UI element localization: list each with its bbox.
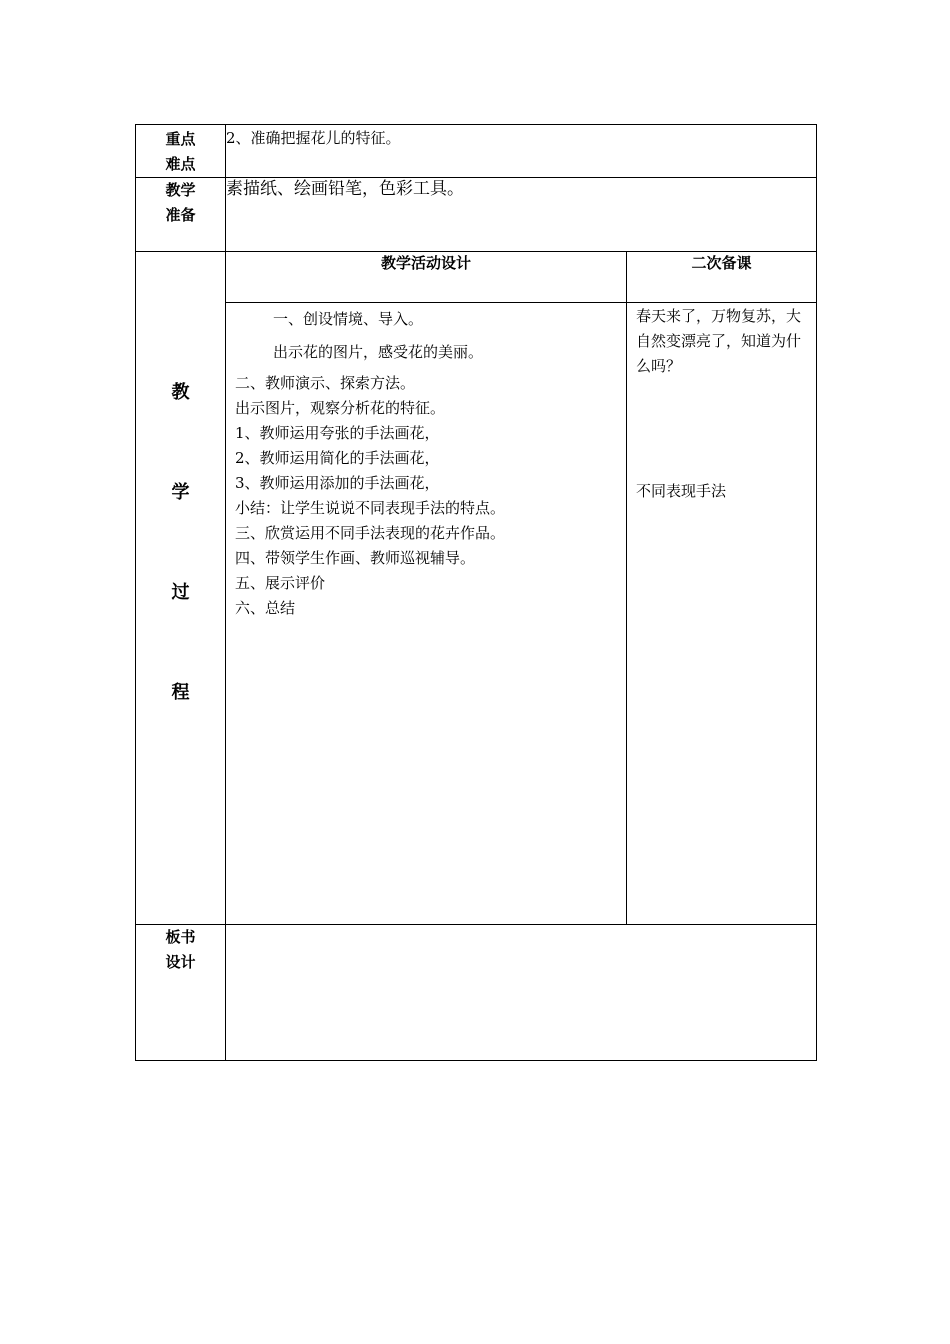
activity-line: 小结：让学生说说不同表现手法的特点。	[235, 499, 506, 517]
second-note: 不同表现手法	[636, 482, 727, 500]
board-design-content	[226, 925, 817, 1061]
board-design-row	[136, 925, 817, 1061]
lesson-plan-table	[135, 124, 817, 1061]
process-label-char: 过	[171, 582, 190, 603]
board-design-label: 板书 设计	[136, 925, 226, 1061]
activity-design-content	[226, 303, 627, 925]
activity-line: 一、创设情境、导入。	[273, 310, 424, 328]
preparation-row	[136, 178, 817, 252]
activity-line: 出示花的图片，感受花的美丽。	[273, 343, 484, 361]
second-note: 春天来了，万物复苏，大自然变漂亮了，知道为什么吗？	[636, 307, 802, 375]
activity-line: 六、总结	[235, 599, 296, 617]
activity-line: 三、欣赏运用不同手法表现的花卉作品。	[235, 524, 506, 542]
activity-design-header: 教学活动设计	[226, 252, 627, 303]
second-preparation-content	[627, 303, 817, 925]
process-header-row	[136, 252, 817, 303]
preparation-content: 素描纸、绘画铅笔，色彩工具。	[226, 178, 817, 252]
process-label-char: 程	[171, 682, 190, 703]
activity-line: 3、教师运用添加的手法画花，	[235, 474, 440, 492]
activity-line: 出示图片，观察分析花的特征。	[235, 399, 446, 417]
activity-line: 五、展示评价	[235, 574, 326, 592]
process-content-row	[136, 303, 817, 925]
activity-line: 1、教师运用夸张的手法画花，	[235, 424, 440, 442]
activity-line: 四、带领学生作画、教师巡视辅导。	[235, 549, 476, 567]
process-label	[136, 252, 226, 925]
process-label-char: 学	[171, 482, 190, 503]
key-points-row	[136, 125, 817, 178]
activity-line: 二、教师演示、探索方法。	[235, 374, 416, 392]
preparation-label: 教学 准备	[136, 178, 226, 252]
process-label-char: 教	[171, 382, 190, 403]
second-preparation-header: 二次备课	[627, 252, 817, 303]
key-points-label: 重点 难点	[136, 125, 226, 178]
key-points-content: 2、准确把握花儿的特征。	[226, 125, 817, 178]
activity-line: 2、教师运用简化的手法画花，	[235, 449, 440, 467]
